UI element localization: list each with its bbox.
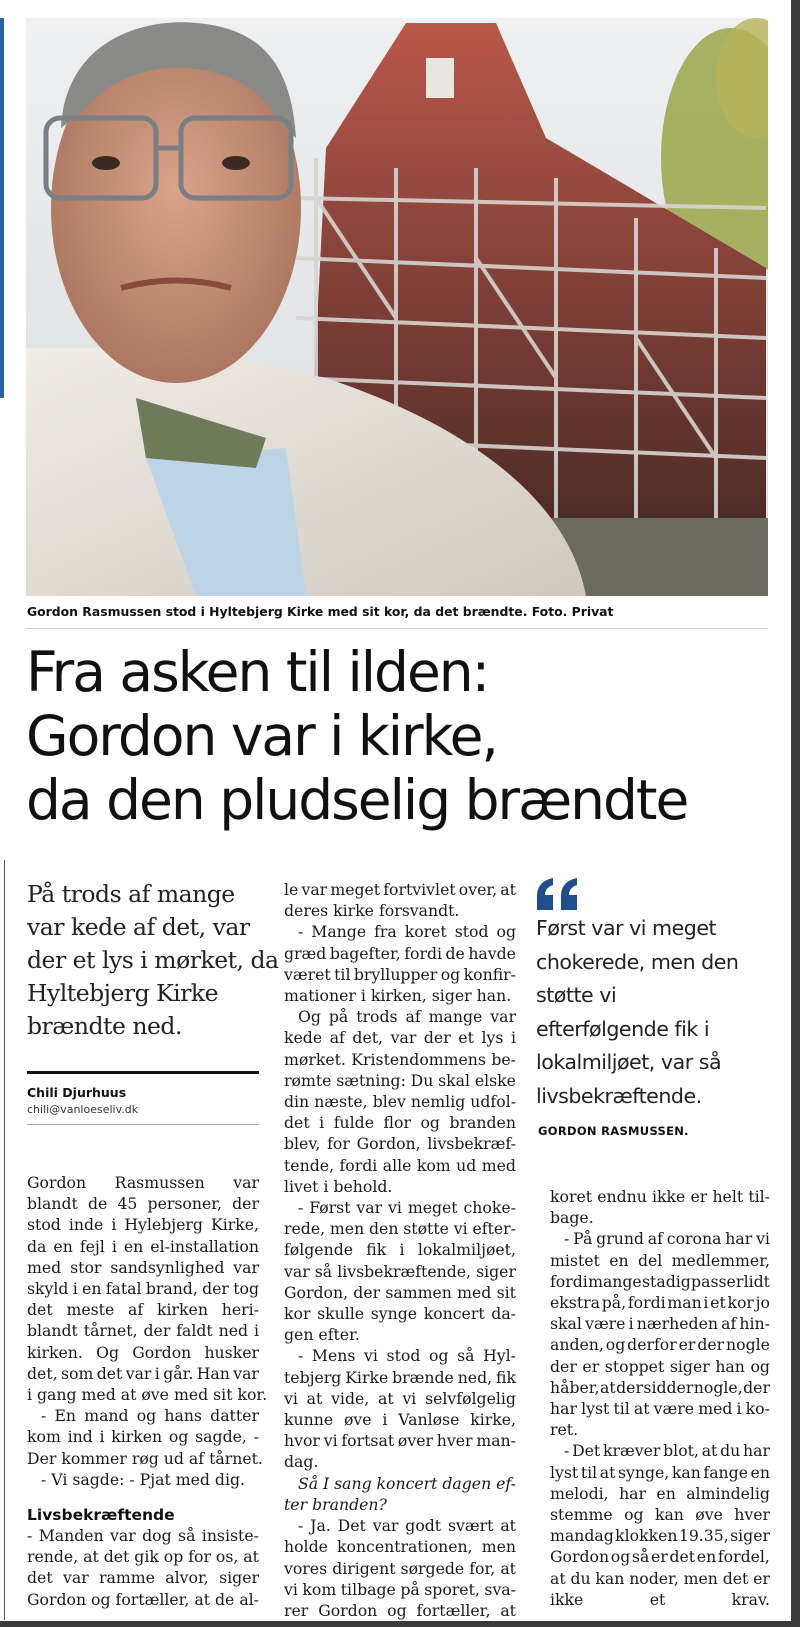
right-border [791, 0, 800, 1627]
text-line: livet i behold. [284, 1176, 393, 1196]
headline-line: da den pludselig brændte [26, 768, 688, 832]
left-margin [0, 0, 12, 1627]
paragraph [284, 921, 516, 1006]
byline-author: Chili Djurhuus [27, 1085, 127, 1100]
text-line: kede af det, var der et lys i [284, 1028, 516, 1048]
text-line: græd bagefter, fordi de havde [284, 943, 516, 963]
text-line: - På grund af corona har vi [564, 1229, 770, 1249]
text-line: skyld i en fatal brand, der tog [27, 1279, 259, 1299]
text-line: har lyst til at være med i ko- [550, 1399, 770, 1419]
text-line: blandt de 45 personer, der [27, 1194, 259, 1214]
text-line: holde koncentrationen, men [284, 1537, 516, 1557]
body-column-1 [27, 1172, 268, 1610]
text-line: vi kom tilbage på sporet, sva- [284, 1579, 516, 1599]
text-line: tende, fordi alle kom ud med [284, 1155, 516, 1175]
text-line: rende, at det gik op for os, at [27, 1547, 259, 1567]
intro-line: På trods af mange [27, 880, 235, 908]
text-line: kor skulle synge koncert da- [284, 1304, 516, 1324]
quote-line: efterfølgende fik i [536, 1016, 710, 1041]
quote-line: støtte vi [536, 983, 617, 1007]
text-line: i gang med at øve med sit kor. [27, 1385, 268, 1405]
text-line: det meste af kirken heri- [27, 1300, 259, 1320]
text-line: var så livsbekræftende, siger [284, 1261, 516, 1281]
text-line: blev, for Gordon, livsbekræf- [284, 1134, 516, 1154]
intro-line: Hyltebjerg Kirke [27, 979, 219, 1007]
text-line: det i fulde flor og branden [284, 1113, 516, 1133]
text-line: din næste, blev nemlig udfol- [284, 1092, 516, 1112]
paragraph [550, 1186, 770, 1228]
paragraph [27, 1172, 268, 1405]
headline-line: Gordon var i kirke, [26, 704, 497, 768]
subheading: Livsbekræftende [27, 1506, 175, 1525]
text-line: Så I sang koncert dagen ef- [298, 1473, 516, 1493]
body-column-3 [550, 1186, 770, 1610]
paragraph [284, 1197, 516, 1345]
text-line: - Mens vi stod og så Hyl- [298, 1346, 516, 1366]
caption-divider [26, 628, 768, 629]
quote-line: livsbekræftende. [536, 1083, 702, 1108]
text-line: ter branden? [284, 1494, 387, 1514]
text-line: deres kirke forsvandt. [284, 901, 460, 921]
paragraph [27, 1405, 263, 1469]
text-line: ret. [550, 1420, 579, 1440]
paragraph [284, 879, 516, 921]
text-line: Gordon og så er det en fordel, [550, 1547, 770, 1567]
text-line: rede, men den støtte vi efter- [284, 1219, 516, 1239]
article-intro [27, 878, 279, 1043]
interview-question [284, 1473, 516, 1515]
text-line: lyst til at synge, kan fange en [550, 1462, 770, 1482]
text-line: Gordon Rasmussen var [27, 1173, 259, 1192]
paragraph [284, 1006, 516, 1197]
headline [26, 640, 766, 832]
text-line: rømte sætning: Du skal elske [284, 1070, 516, 1090]
text-line: - En mand og hans datter [41, 1406, 259, 1426]
byline-rule-bottom [27, 1124, 259, 1125]
text-line: - Det kræver blot, at du har [564, 1441, 770, 1461]
quote-icon [535, 876, 581, 912]
paragraph [27, 1469, 259, 1490]
text-line: - Mange fra koret stod og [298, 922, 516, 942]
text-line: Gordon, der sammen med sit [284, 1282, 516, 1302]
text-line: mistet en del medlemmer, [550, 1250, 770, 1270]
text-line: rer Gordon og fortæller, at [284, 1600, 516, 1620]
text-line: - Manden var dog så insiste- [27, 1526, 259, 1546]
text-line: håber, at der sidder nogle, der [550, 1377, 770, 1397]
byline-rule [27, 1071, 259, 1074]
text-line: mationer i kirken, siger han. [284, 986, 512, 1006]
text-line: kirken. Og Gordon husker [27, 1342, 259, 1362]
text-line: skal være i nærheden af hin- [550, 1314, 770, 1334]
text-line: da en fejl i en el-installation [27, 1236, 259, 1256]
text-line: bage. [550, 1208, 594, 1228]
text-line: blandt tårnet, der faldt ned i [27, 1321, 259, 1341]
text-line: mandag klokken 19.35, siger [550, 1526, 770, 1546]
text-line: kom ind i kirken og sagde, - [27, 1427, 259, 1447]
text-line: stemme og kan øve hver [550, 1505, 770, 1525]
text-line: med stor sandsynlighed var [27, 1257, 259, 1277]
paragraph [284, 1515, 516, 1621]
quote-line: Først var vi meget [536, 916, 717, 940]
quote-line: lokalmiljøet, var så [536, 1050, 722, 1074]
text-line: mørket. Kristendommens be- [284, 1049, 516, 1069]
text-line: Og på trods af mange var [298, 1007, 516, 1027]
paragraph [27, 1525, 259, 1610]
text-line: Der kommer røg ud af tårnet. [27, 1448, 263, 1468]
text-line: vi at vide, at vi selvfølgelig [284, 1388, 516, 1408]
bottom-border [0, 1621, 800, 1627]
text-line: tebjerg Kirke brænde ned, fik [284, 1367, 516, 1387]
text-line: - Vi sagde: - Pjat med dig. [41, 1469, 246, 1489]
byline-email[interactable]: chili@vanloeseliv.dk [27, 1103, 139, 1116]
text-line: Gordon og fortæller, at de al- [27, 1589, 259, 1609]
text-line: det var ramme alvor, siger [27, 1568, 259, 1588]
text-line: været til bryllupper og konfir- [284, 964, 516, 984]
text-line: at du kan noder, men det er [550, 1568, 770, 1588]
quote-line: chokerede, men den [536, 949, 739, 974]
photo-caption: Gordon Rasmussen stod i Hyltebjerg Kirke med sit kor, da det brændte. Foto. Privat [27, 604, 614, 619]
intro-line: der et lys i mørket, da [27, 946, 279, 974]
text-line: - Først var vi meget choke- [298, 1198, 516, 1218]
text-line: gen efter. [284, 1325, 360, 1345]
text-line: melodi, har en almindelig [550, 1483, 770, 1503]
text-line: hvor vi fortsat øver hver man- [284, 1431, 516, 1451]
text-line: kunne øve i Vanløse kirke, [284, 1410, 516, 1430]
paragraph [284, 1345, 516, 1472]
left-column-rule [4, 860, 5, 1620]
photo-illustration [26, 18, 768, 596]
text-line: ekstra på, fordi man i et kor jo [550, 1293, 770, 1313]
text-line: koret endnu ikke er helt til- [550, 1187, 770, 1206]
paragraph [550, 1440, 770, 1610]
text-line: følgende fik i lokalmiljøet, [284, 1240, 516, 1260]
text-line: der er stoppet siger han og [550, 1356, 770, 1376]
text-line: - Ja. Det var godt svært at [298, 1516, 516, 1536]
left-accent-bar [0, 18, 4, 398]
text-line: dag. [284, 1452, 319, 1472]
text-line: stod inde i Hylebjerg Kirke, [27, 1215, 259, 1235]
intro-line: var kede af det, var [27, 913, 250, 941]
text-line: anden, og derfor er der nogle [550, 1335, 770, 1355]
quote-author: GORDON RASMUSSEN. [538, 1124, 689, 1138]
headline-line: Fra asken til ilden: [26, 640, 489, 704]
article-photo [26, 18, 768, 596]
text-line: ikke et krav. [550, 1589, 770, 1609]
text-line: vores dirigent sørgede for, at [284, 1558, 516, 1578]
text-line: fordi mange stadig passer lidt [550, 1271, 770, 1291]
intro-line: brændte ned. [27, 1012, 182, 1040]
text-line: det, som det var i går. Han var [27, 1363, 259, 1383]
body-column-2 [284, 879, 516, 1621]
text-line: le var meget fortvivlet over, at [284, 880, 516, 899]
paragraph [550, 1228, 770, 1440]
pull-quote [536, 912, 766, 1113]
